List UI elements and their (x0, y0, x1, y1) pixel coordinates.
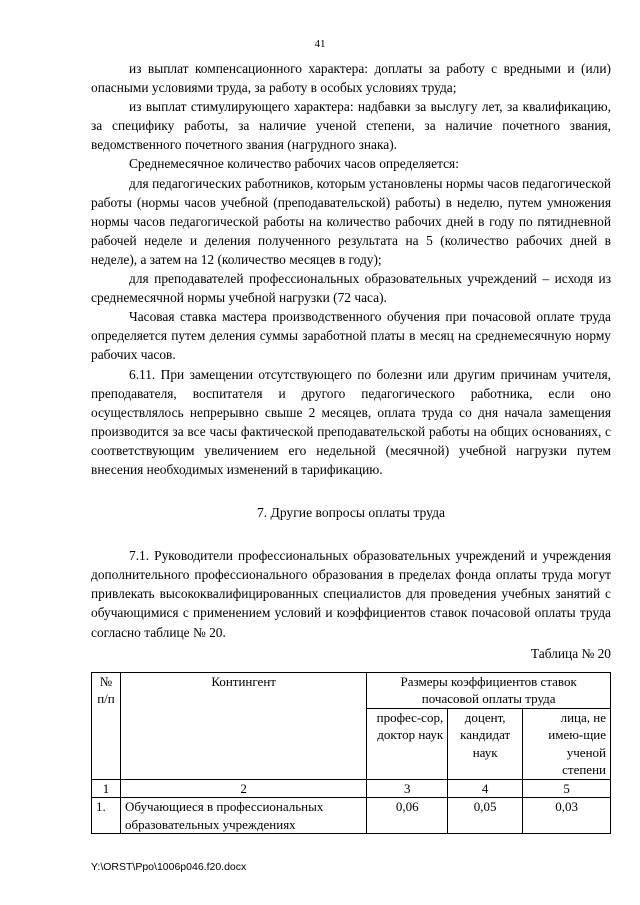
section-title: 7. Другие вопросы оплаты труда (256, 505, 446, 521)
row-num: 1. (92, 798, 121, 834)
index-cell: 5 (523, 779, 611, 798)
header-num: № п/п (92, 672, 121, 779)
paragraph: для преподавателей профессиональных образовательных учреждений – исходя из среднемесячной нормы учебной нагрузки (72 часа). (91, 271, 611, 306)
paragraph: Часовая ставка мастера производственного обучения при почасовой оплате труда определяется путем деления суммы заработной платы в месяц на среднемесячную норму рабочих часов. (91, 309, 611, 363)
table-header-row (92, 672, 611, 708)
paragraph: из выплат компенсационного характера: доплаты за работу с вредными и (или) опасными условиями труда, за работу в особых условиях труда; (91, 61, 611, 96)
index-cell: 3 (367, 779, 448, 798)
header-no-degree: лица, не имею-щие ученой степени (523, 708, 611, 779)
page-number: 41 (314, 38, 326, 50)
row-contingent: Обучающиеся в профессиональных образовательных учреждениях (120, 798, 366, 834)
paragraph: для педагогических работников, которым установлены нормы часов педагогической работы (нормы часов учебной (преподавательской) работы) в неделю, путем умножения нормы часов педагогической работы на количество рабочих дней в году по пятидневной рабочей неделе и деления полученного результата на 5 (количество рабочих дней в неделе), а затем на 12 (количество месяцев в году); (91, 175, 611, 267)
header-professor: профес-сор, доктор наук (367, 708, 448, 779)
coefficients-table (91, 672, 611, 835)
paragraph: из выплат стимулирующего характера: надбавки за выслугу лет, за квалификацию, за специфику работы, за наличие ученой степени, за наличие почетного звания, ведомственного почетного звания (нагрудного знака). (91, 99, 611, 153)
table-row (92, 798, 611, 834)
index-cell: 1 (92, 779, 121, 798)
paragraph-6-11: 6.11. При замещении отсутствующего по болезни или другим причинам учителя, преподавателя, воспитателя и другого педагогического работника, если оно осуществлялось непрерывно свыше 2 месяцев, оплата труда со дня начала замещения производится за все часы фактической преподавательской работы на общих основаниях, с соответствующим увеличением его недельной (месячной) учебной нагрузки путем внесения необходимых изменений в тарификацию. (91, 366, 611, 477)
row-value-professor: 0,06 (367, 798, 448, 834)
header-contingent: Контингент (120, 672, 366, 779)
row-value-docent: 0,05 (448, 798, 523, 834)
index-cell: 2 (120, 779, 366, 798)
document-body (91, 59, 611, 834)
footer-file-path: Y:\ORST\Ppo\1006p046.f20.docx (91, 861, 247, 873)
index-cell: 4 (448, 779, 523, 798)
paragraph: Среднемесячное количество рабочих часов определяется: (129, 156, 459, 172)
row-value-no-degree: 0,03 (523, 798, 611, 834)
header-docent: доцент, кандидат наук (448, 708, 523, 779)
table-caption: Таблица № 20 (530, 645, 611, 661)
header-coefficients: Размеры коэффициентов ставок почасовой оплаты труда (367, 672, 611, 708)
paragraph-7-1: 7.1. Руководители профессиональных образовательных учреждений и учреждения дополнительного профессионального образования в пределах фонда оплаты труда могут привлекать высококвалифицированных специалистов для проведения учебных занятий с обучающимися с применением условий и коэффициентов ставок почасовой оплаты труда согласно таблице № 20. (91, 548, 611, 640)
table-index-row (92, 779, 611, 798)
